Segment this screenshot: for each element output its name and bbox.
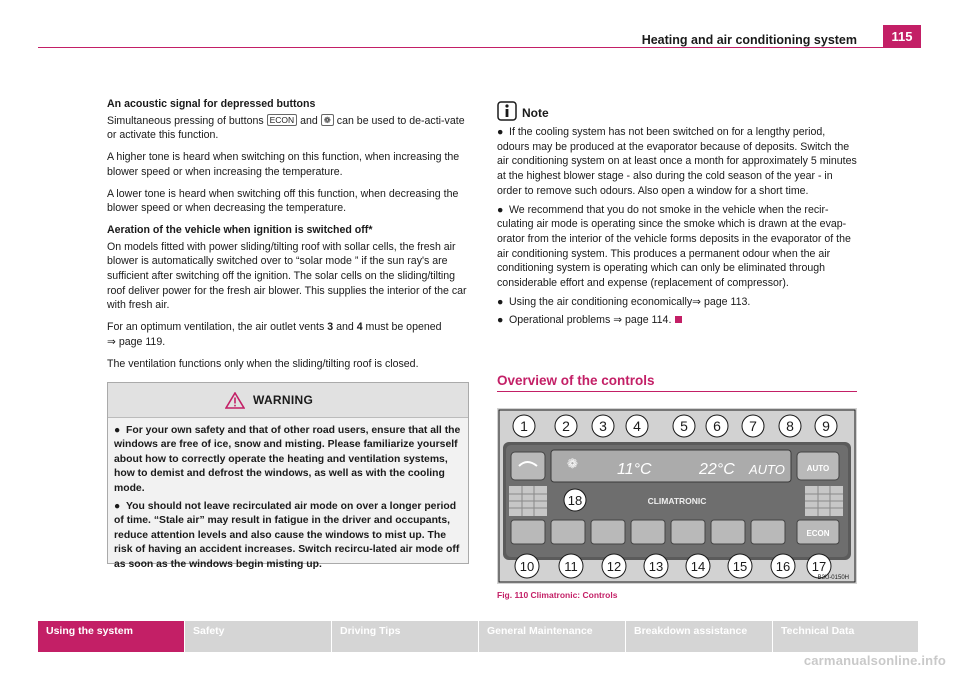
- heading-acoustic-signal: An acoustic signal for depressed buttons: [107, 98, 316, 110]
- svg-text:8: 8: [786, 418, 794, 434]
- tab-general-maintenance[interactable]: General Maintenance: [479, 621, 625, 652]
- tab-safety[interactable]: Safety: [185, 621, 331, 652]
- climatronic-brand: CLIMATRONIC: [647, 496, 707, 506]
- figure-caption: Fig. 110 Climatronic: Controls: [497, 590, 618, 600]
- note-body: [497, 125, 859, 335]
- header-rule: [38, 47, 920, 48]
- bullet-icon: ●: [497, 126, 504, 138]
- display-temp-right: 22°C: [699, 461, 735, 478]
- watermark: carmanualsonline.info: [803, 653, 946, 668]
- bullet-icon: ●: [114, 425, 121, 436]
- fan-display-icon: ❁: [567, 456, 578, 471]
- warning-header: [108, 383, 468, 418]
- svg-text:16: 16: [775, 559, 791, 574]
- svg-text:7: 7: [749, 418, 757, 434]
- warning-title: WARNING: [253, 393, 314, 407]
- paragraph-solar-mode: On models fitted with power sliding/tilting roof with sollar cells, the fresh air blower is automatically switched over to “solar mode ” if the sun ray's are sufficient after switching off the ignition. The solar cells on the sliding/tilting roof deliver power for the fresh air blower. This supplies the interior of the car with fresh air.: [107, 240, 467, 312]
- defrost-button: [511, 452, 545, 480]
- climatronic-figure: [497, 408, 857, 584]
- running-header-title: Heating and air conditioning system: [641, 33, 857, 47]
- warning-item: ● For your own safety and that of other road users, ensure that all the windows are free of ice, snow and misting. Please familiarize yourself about how to correctly operate the heating and ventilation systems, how to demist and defrost the windows, as well as with the cooling mode.: [114, 425, 461, 494]
- note-item: ● We recommend that you do not smoke in the vehicle when the recir-culating air mode is operating since the smoke which is drawn at the evap-orator from the interior of the vehicle forms deposits in the evaporator of the air conditioning system. This produces a permanent odour when the air conditioning system is operating which can only be eliminated through considerable effort and expense (replacement of compressor).: [497, 203, 851, 290]
- svg-text:3: 3: [599, 418, 607, 434]
- tab-technical-data[interactable]: Technical Data: [773, 621, 918, 652]
- page-number: 115: [883, 25, 921, 48]
- paragraph-vents: For an optimum ventilation, the air outlet vents 3 and 4 must be opened ⇒ page 119.: [107, 321, 442, 348]
- svg-text:14: 14: [690, 559, 706, 574]
- note-item: ● Using the air conditioning economically⇒ page 113.: [497, 295, 751, 308]
- paragraph-deactivate: Simultaneous pressing of buttons ECON and ❁ can be used to de-acti-vate or activate this function.: [107, 114, 465, 142]
- svg-text:13: 13: [648, 559, 664, 574]
- tab-driving-tips[interactable]: Driving Tips: [332, 621, 478, 652]
- note-item: ● Operational problems ⇒ page 114.: [497, 313, 859, 328]
- bullet-icon: ●: [114, 501, 121, 513]
- paragraph-higher-tone: A higher tone is heard when switching on this function, when increasing the blower speed or when increasing the temperature.: [107, 151, 460, 178]
- bullet-icon: ●: [497, 295, 504, 308]
- svg-text:6: 6: [713, 418, 721, 434]
- bullet-icon: ●: [497, 203, 504, 216]
- svg-text:5: 5: [680, 418, 688, 434]
- svg-text:4: 4: [633, 418, 641, 434]
- display-auto-text: AUTO: [749, 462, 785, 477]
- svg-text:11: 11: [564, 559, 578, 574]
- tab-breakdown-assistance[interactable]: Breakdown assistance: [626, 621, 772, 652]
- heading-aeration: Aeration of the vehicle when ignition is switched off*: [107, 223, 373, 236]
- page-ref-link[interactable]: ⇒ page 119.: [107, 335, 166, 348]
- section-rule: [497, 391, 857, 392]
- warning-item: ● You should not leave recirculated air mode on over a longer period of time. “Stale air” may result in fatigue in the driver and occupants, reduce attention levels and also cause the windows to mist up. The risk of having an accident increases. Switch recircu-lated air mode off as soon as the windows begin misting up.: [114, 501, 460, 570]
- end-square-icon: [675, 316, 682, 323]
- warning-box: [107, 382, 469, 570]
- note-info-icon: [497, 101, 517, 121]
- display-temp-left: 11°C: [617, 461, 652, 478]
- fan-key-icon: ❁: [321, 114, 334, 126]
- paragraph-lower-tone: A lower tone is heard when switching off this function, when decreasing the blower speed or when decreasing the temperature.: [107, 187, 459, 215]
- section-title: Overview of the controls: [497, 373, 655, 388]
- svg-text:18: 18: [567, 493, 583, 508]
- bullet-icon: ●: [497, 314, 504, 327]
- tab-using-the-system[interactable]: Using the system: [38, 621, 184, 652]
- svg-text:1: 1: [520, 418, 528, 434]
- footer-nav: [38, 621, 918, 652]
- note-title: Note: [522, 106, 549, 120]
- paragraph-roof-closed: The ventilation functions only when the sliding/tilting roof is closed.: [107, 357, 419, 370]
- svg-text:AUTO: AUTO: [806, 464, 830, 473]
- warning-triangle-icon: [225, 392, 245, 409]
- econ-button-label: ECON: [806, 529, 830, 538]
- svg-text:17: 17: [811, 559, 827, 574]
- left-column: [107, 97, 467, 378]
- note-header: [497, 101, 549, 121]
- svg-text:12: 12: [606, 559, 622, 574]
- svg-text:15: 15: [732, 559, 748, 574]
- svg-text:2: 2: [562, 418, 570, 434]
- figure-code: B3U-0150H: [817, 575, 849, 581]
- svg-text:9: 9: [822, 418, 830, 434]
- warning-body: [108, 418, 468, 572]
- note-item: ● If the cooling system has not been switched on for a lengthy period, odours may be produced at the evaporator because of deposits. Switch the air conditioning system on at least once a month for approximately 5 minutes at the highest blower stage - also during the cold season of the year - in order to remove such odours. Also open a window for a short time.: [497, 126, 857, 197]
- econ-key-icon: ECON: [267, 114, 298, 126]
- svg-text:10: 10: [519, 559, 535, 574]
